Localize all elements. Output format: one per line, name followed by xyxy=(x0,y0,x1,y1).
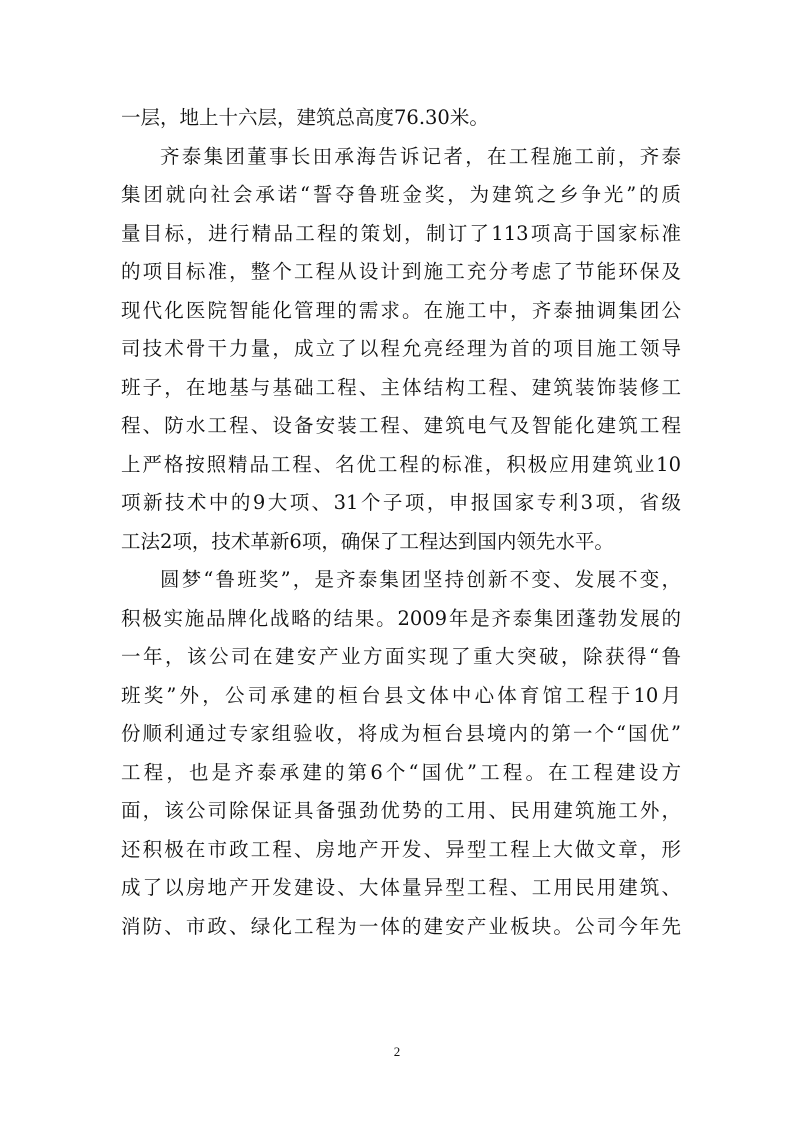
text-line: 班奖”外，公司承建的桓台县文体中心体育馆工程于10月 xyxy=(121,683,681,707)
body-text xyxy=(121,99,681,946)
text-line: 一年，该公司在建安产业方面实现了重大突破，除获得“鲁 xyxy=(121,645,681,668)
text-line: 上严格按照精品工程、名优工程的标准，积极应用建筑业10 xyxy=(121,452,681,476)
text-line: 项新技术中的9大项、31个子项，申报国家专利3项，省级 xyxy=(121,491,681,514)
text-line: 还积极在市政工程、房地产开发、异型工程上大做文章，形 xyxy=(121,837,681,861)
text-line: 成了以房地产开发建设、大体量异型工程、工用民用建筑、 xyxy=(121,876,681,899)
page-number: 2 xyxy=(393,1044,401,1059)
text-line: 一层，地上十六层，建筑总高度76.30米。 xyxy=(121,106,489,129)
text-line: 量目标，进行精品工程的策划，制订了113项高于国家标准 xyxy=(121,221,681,245)
text-line: 班子，在地基与基础工程、主体结构工程、建筑装饰装修工 xyxy=(121,375,681,399)
text-line: 圆梦“鲁班奖”，是齐泰集团坚持创新不变、发展不变， xyxy=(160,568,681,591)
text-line: 面，该公司除保证具备强劲优势的工用、民用建筑施工外， xyxy=(121,799,681,822)
text-line: 份顺利通过专家组验收，将成为桓台县境内的第一个“国优” xyxy=(121,722,681,745)
text-line: 司技术骨干力量，成立了以程允亮经理为首的项目施工领导 xyxy=(121,337,681,360)
text-line: 积极实施品牌化战略的结果。2009年是齐泰集团蓬勃发展的 xyxy=(121,606,681,630)
text-line: 程、防水工程、设备安装工程、建筑电气及智能化建筑工程 xyxy=(121,414,681,437)
text-line: 集团就向社会承诺“誓夺鲁班金奖，为建筑之乡争光”的质 xyxy=(121,183,681,206)
text-line: 工法2项，技术革新6项，确保了工程达到国内领先水平。 xyxy=(121,529,614,553)
text-line: 工程，也是齐泰承建的第6个“国优”工程。在工程建设方 xyxy=(121,760,681,784)
text-line: 齐泰集团董事长田承海告诉记者，在工程施工前，齐泰 xyxy=(160,144,681,168)
text-line: 的项目标准，整个工程从设计到施工充分考虑了节能环保及 xyxy=(121,260,681,283)
text-line: 消防、市政、绿化工程为一体的建安产业板块。公司今年先 xyxy=(121,914,681,938)
text-line: 现代化医院智能化管理的需求。在施工中，齐泰抽调集团公 xyxy=(121,298,681,322)
